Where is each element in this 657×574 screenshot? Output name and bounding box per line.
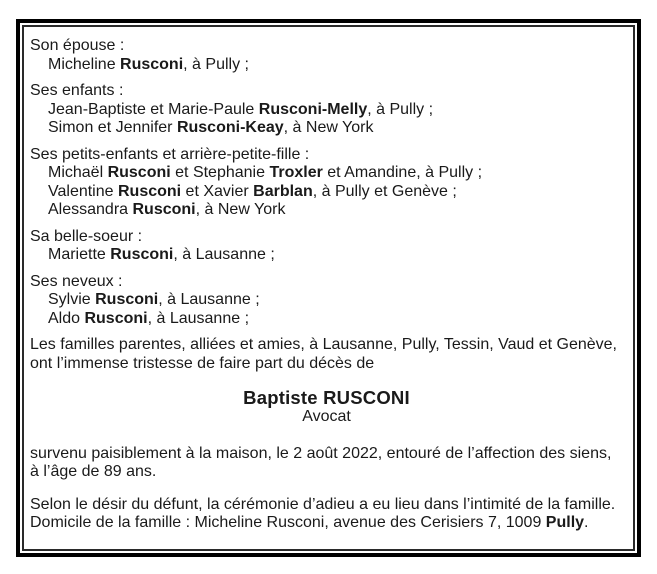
family-line-text: et Stephanie — [170, 164, 270, 181]
family-surname: Barblan — [253, 182, 313, 200]
family-line-text: et Xavier — [181, 182, 254, 200]
family-line-text: Mariette — [48, 246, 111, 263]
family-surname: Rusconi — [107, 164, 171, 181]
domicile-bold-segment: Pully — [545, 514, 585, 531]
deceased-title: Avocat — [302, 408, 351, 425]
family-surname: Rusconi-Melly — [258, 100, 368, 118]
family-line-text: , à Lausanne ; — [173, 246, 275, 263]
family-member-line — [30, 101, 623, 120]
family-surname: Rusconi — [110, 246, 174, 263]
family-member-line — [30, 56, 623, 75]
family-member-line — [30, 183, 623, 202]
family-sections — [30, 37, 623, 328]
family-surname: Rusconi — [120, 55, 184, 73]
family-member-line — [30, 246, 623, 265]
relation-heading: Son épouse : — [30, 37, 125, 54]
family-line-text: , à Pully ; — [367, 100, 434, 118]
family-line-text: Michaël — [48, 164, 108, 181]
family-line-text: , à Pully ; — [183, 55, 249, 73]
family-surname: Rusconi — [84, 309, 148, 327]
family-line-text: et Amandine, à Pully ; — [322, 164, 483, 181]
family-member-line — [30, 201, 623, 220]
announcement-text: Les familles parentes, alliées et amies, à Lausanne, Pully, Tessin, Vaud et Genève, ont l’immense tristesse de faire part du décès de — [30, 336, 617, 372]
notice-outer-border — [16, 19, 641, 557]
family-line-text: Alessandra — [48, 201, 133, 218]
family-member-line — [30, 119, 623, 138]
family-member-line — [30, 291, 623, 310]
family-surname: Rusconi-Keay — [176, 119, 284, 136]
relation-heading: Sa belle-soeur : — [30, 227, 143, 245]
family-line-text: Jean-Baptiste et Marie-Paule — [48, 100, 259, 118]
family-surname: Rusconi — [95, 291, 159, 308]
family-line-text: , à Lausanne ; — [158, 291, 260, 308]
deceased-block — [30, 387, 623, 427]
deceased-name: Baptiste RUSCONI — [243, 387, 410, 408]
family-section — [30, 273, 623, 329]
death-details-text: survenu paisiblement à la maison, le 2 août 2022, entouré de l’affection des siens, à l’âge de 89 ans. — [30, 444, 612, 480]
domicile-text — [30, 514, 623, 533]
family-line-text: Simon et Jennifer — [48, 119, 177, 136]
family-line-text: , à New York — [283, 119, 374, 136]
domicile-text-segment: Domicile de la famille : Micheline Rusconi, avenue des Cerisiers 7, 1009 — [30, 514, 546, 531]
family-line-text: , à Pully et Genève ; — [312, 182, 457, 200]
family-line-text: , à New York — [195, 201, 286, 218]
relation-heading: Ses neveux : — [30, 272, 123, 290]
notice-content — [30, 37, 623, 533]
family-line-text: Valentine — [48, 182, 118, 200]
family-section — [30, 146, 623, 220]
family-section — [30, 228, 623, 265]
ceremony-text: Selon le désir du défunt, la cérémonie d’adieu a eu lieu dans l’intimité de la famille. — [30, 495, 616, 513]
relation-heading: Ses enfants : — [30, 82, 124, 99]
family-surname: Rusconi — [132, 201, 196, 218]
family-line-text: Micheline — [48, 55, 121, 73]
notice-inner-border — [22, 25, 635, 551]
domicile-text-segment: . — [584, 514, 589, 531]
family-line-text: , à Lausanne ; — [147, 309, 250, 327]
family-surname: Rusconi — [117, 182, 182, 200]
relation-heading: Ses petits-enfants et arrière-petite-fille : — [30, 145, 310, 163]
family-line-text: Aldo — [48, 309, 85, 327]
family-surname: Troxler — [269, 164, 323, 181]
family-section — [30, 82, 623, 138]
family-member-line — [30, 164, 623, 183]
family-member-line — [30, 310, 623, 329]
family-line-text: Sylvie — [48, 291, 96, 308]
family-section — [30, 37, 623, 74]
